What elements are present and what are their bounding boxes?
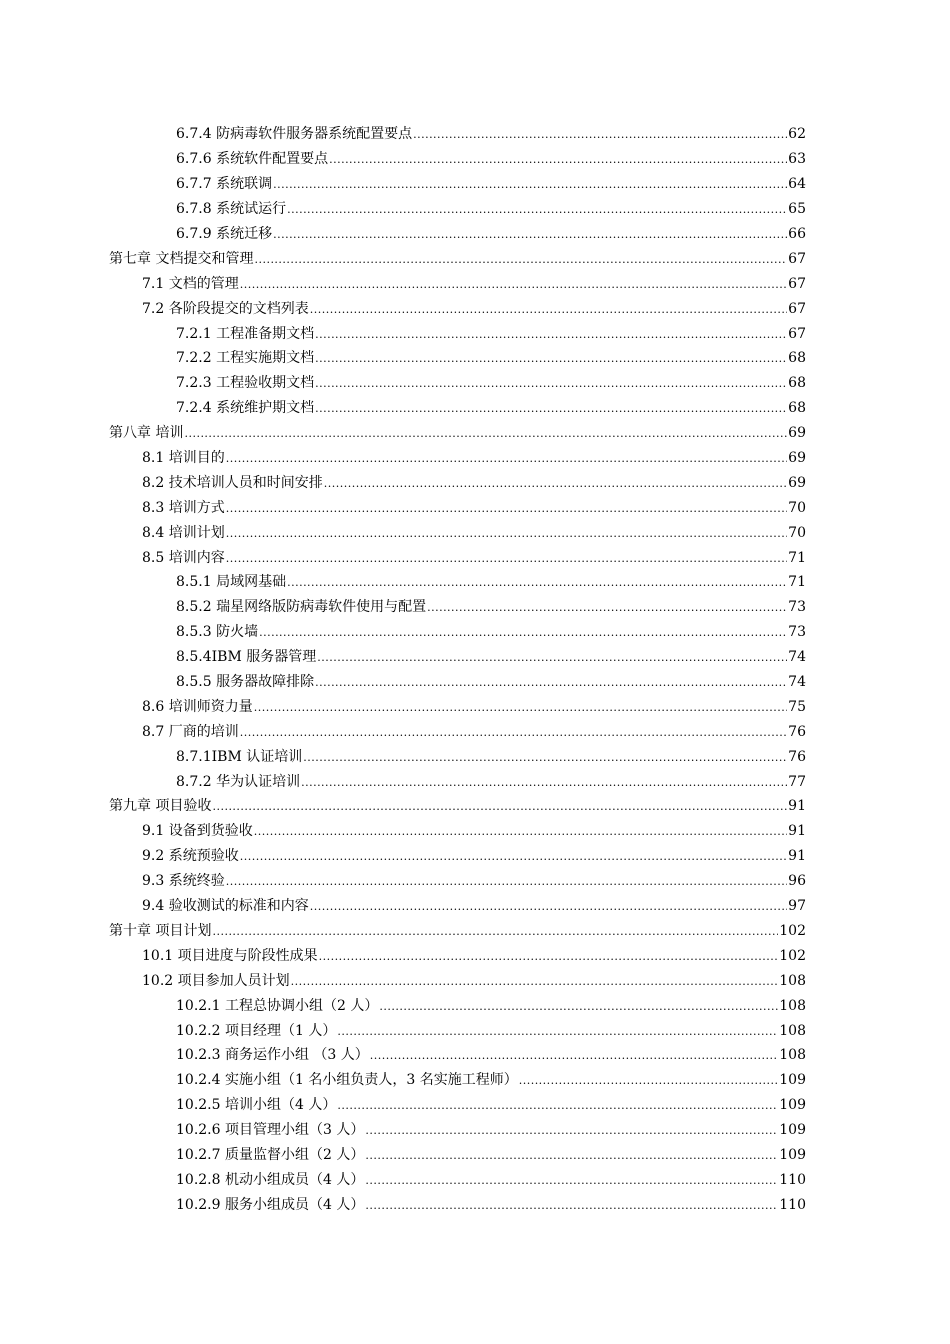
toc-entry-page-number: 108 (779, 1022, 806, 1039)
toc-entry-page-number: 102 (779, 947, 806, 964)
toc-dot-leader (240, 723, 787, 741)
toc-entry[interactable] (0, 595, 950, 620)
toc-entry-title: 10.2.3 商务运作小组 （3 人） (176, 1047, 369, 1064)
toc-entry-title: 7.2.2 工程实施期文档 (176, 350, 315, 367)
toc-entry[interactable] (0, 1093, 950, 1118)
toc-dot-leader (226, 549, 787, 567)
toc-entry[interactable] (0, 620, 950, 645)
toc-entry-title: 8.2 技术培训人员和时间安排 (142, 474, 323, 491)
table-of-contents (0, 122, 950, 1217)
toc-dot-leader (226, 524, 787, 542)
toc-dot-leader (365, 1121, 778, 1139)
toc-entry-page-number: 68 (788, 350, 806, 367)
toc-entry-title: 10.1 项目进度与阶段性成果 (142, 947, 318, 964)
toc-dot-leader (212, 797, 787, 815)
toc-entry-title: 第十章 项目计划 (109, 922, 212, 939)
toc-entry-page-number: 64 (788, 176, 806, 193)
toc-entry-title: 8.5 培训内容 (142, 549, 225, 566)
toc-entry-title: 7.2.3 工程验收期文档 (176, 375, 315, 392)
toc-dot-leader (337, 1022, 778, 1040)
toc-entry-title: 6.7.9 系统迁移 (176, 226, 273, 242)
toc-dot-leader (291, 972, 779, 990)
toc-entry-page-number: 109 (779, 1097, 806, 1114)
toc-entry[interactable] (0, 744, 950, 769)
toc-dot-leader (301, 773, 787, 791)
toc-entry[interactable] (0, 919, 950, 944)
toc-entry-title: 8.7.1IBM 认证培训 (176, 748, 303, 765)
toc-entry[interactable] (0, 172, 950, 197)
toc-dot-leader (324, 474, 787, 492)
toc-dot-leader (226, 449, 787, 467)
toc-dot-leader (365, 1171, 778, 1189)
toc-entry-title: 10.2.1 工程总协调小组（2 人） (176, 997, 379, 1014)
toc-dot-leader (287, 573, 787, 591)
toc-entry[interactable] (0, 943, 950, 968)
toc-entry-page-number: 108 (779, 1047, 806, 1064)
toc-entry-title: 8.5.4IBM 服务器管理 (176, 649, 317, 666)
toc-entry-page-number: 65 (788, 201, 806, 218)
toc-entry-page-number: 110 (779, 1171, 806, 1188)
toc-entry-title: 10.2 项目参加人员计划 (142, 972, 290, 989)
toc-dot-leader (287, 200, 787, 218)
toc-entry-page-number: 76 (788, 723, 806, 740)
toc-entry-page-number: 66 (788, 226, 806, 242)
toc-entry[interactable] (0, 869, 950, 894)
toc-dot-leader (226, 872, 787, 890)
toc-entry-page-number: 76 (788, 748, 806, 765)
toc-entry[interactable] (0, 396, 950, 421)
toc-entry[interactable] (0, 1192, 950, 1217)
toc-entry-page-number: 96 (788, 873, 806, 890)
toc-dot-leader (519, 1071, 779, 1089)
toc-entry-title: 10.2.4 实施小组（1 名小组负责人，3 名实施工程师） (176, 1072, 518, 1089)
toc-dot-leader (315, 399, 787, 417)
toc-entry-title: 第九章 项目验收 (109, 798, 212, 815)
toc-entry[interactable] (0, 1018, 950, 1043)
toc-entry[interactable] (0, 246, 950, 271)
toc-dot-leader (240, 275, 787, 293)
toc-entry[interactable] (0, 993, 950, 1018)
toc-dot-leader (427, 598, 787, 616)
toc-entry[interactable] (0, 694, 950, 719)
toc-entry[interactable] (0, 769, 950, 794)
toc-entry[interactable] (0, 371, 950, 396)
toc-dot-leader (254, 822, 787, 840)
toc-entry[interactable] (0, 545, 950, 570)
toc-entry[interactable] (0, 222, 950, 247)
toc-entry-page-number: 68 (788, 375, 806, 392)
toc-entry-title: 9.4 验收测试的标准和内容 (142, 898, 309, 915)
toc-entry-page-number: 70 (788, 524, 806, 541)
toc-entry-title: 6.7.7 系统联调 (176, 176, 273, 193)
toc-dot-leader (273, 225, 787, 243)
toc-entry-page-number: 67 (788, 300, 806, 317)
toc-entry[interactable] (0, 1143, 950, 1168)
toc-entry-page-number: 91 (788, 848, 806, 865)
toc-entry-page-number: 108 (779, 997, 806, 1014)
toc-entry-page-number: 91 (788, 823, 806, 840)
toc-dot-leader (315, 673, 787, 691)
toc-entry[interactable] (0, 296, 950, 321)
toc-entry-page-number: 73 (788, 624, 806, 641)
toc-entry[interactable] (0, 819, 950, 844)
toc-entry[interactable] (0, 570, 950, 595)
toc-entry[interactable] (0, 968, 950, 993)
toc-dot-leader (254, 250, 787, 268)
toc-entry-page-number: 67 (788, 250, 806, 267)
toc-entry-title: 7.2.4 系统维护期文档 (176, 400, 315, 417)
toc-entry-page-number: 74 (788, 649, 806, 666)
toc-entry-title: 8.6 培训师资力量 (142, 698, 253, 715)
toc-dot-leader (303, 748, 787, 766)
toc-entry[interactable] (0, 894, 950, 919)
toc-entry-page-number: 71 (788, 549, 806, 566)
toc-entry-title: 9.2 系统预验收 (142, 848, 239, 865)
toc-entry[interactable] (0, 719, 950, 744)
toc-entry[interactable] (0, 271, 950, 296)
toc-entry[interactable] (0, 470, 950, 495)
toc-entry-title: 10.2.9 服务小组成员（4 人） (176, 1196, 365, 1213)
toc-entry-page-number: 63 (788, 151, 806, 168)
toc-dot-leader (379, 997, 778, 1015)
toc-entry-title: 10.2.7 质量监督小组（2 人） (176, 1146, 365, 1163)
toc-dot-leader (365, 1146, 778, 1164)
toc-entry-page-number: 102 (779, 922, 806, 939)
toc-dot-leader (310, 300, 787, 318)
toc-entry[interactable] (0, 1068, 950, 1093)
toc-dot-leader (259, 623, 787, 641)
toc-dot-leader (315, 349, 787, 367)
toc-entry-page-number: 110 (779, 1196, 806, 1213)
toc-entry-title: 6.7.6 系统软件配置要点 (176, 151, 329, 168)
toc-entry-page-number: 69 (788, 474, 806, 491)
toc-entry-page-number: 70 (788, 499, 806, 516)
toc-dot-leader (413, 125, 787, 143)
toc-dot-leader (337, 1096, 778, 1114)
toc-entry-page-number: 67 (788, 275, 806, 292)
toc-dot-leader (365, 1196, 778, 1214)
toc-entry[interactable] (0, 346, 950, 371)
toc-dot-leader (319, 947, 779, 965)
toc-entry[interactable] (0, 495, 950, 520)
toc-entry-page-number: 69 (788, 450, 806, 467)
toc-entry-title: 7.2.1 工程准备期文档 (176, 325, 315, 342)
toc-entry-page-number: 77 (788, 773, 806, 790)
toc-entry-page-number: 91 (788, 798, 806, 815)
toc-entry-title: 10.2.6 项目管理小组（3 人） (176, 1122, 365, 1139)
toc-entry-title: 8.1 培训目的 (142, 450, 225, 467)
toc-dot-leader (273, 175, 787, 193)
toc-dot-leader (184, 424, 787, 442)
toc-entry-page-number: 71 (788, 574, 806, 591)
toc-entry[interactable] (0, 1043, 950, 1068)
toc-entry-page-number: 69 (788, 425, 806, 442)
toc-entry[interactable] (0, 645, 950, 670)
toc-entry-page-number: 73 (788, 599, 806, 616)
toc-entry[interactable] (0, 844, 950, 869)
toc-entry-title: 7.2 各阶段提交的文档列表 (142, 300, 309, 317)
toc-entry[interactable] (0, 670, 950, 695)
toc-entry[interactable] (0, 197, 950, 222)
toc-entry[interactable] (0, 1118, 950, 1143)
toc-entry-title: 6.7.8 系统试运行 (176, 201, 287, 218)
toc-entry-title: 10.2.2 项目经理（1 人） (176, 1022, 337, 1039)
toc-entry-title: 7.1 文档的管理 (142, 275, 239, 292)
toc-dot-leader (212, 922, 778, 940)
toc-dot-leader (254, 698, 787, 716)
toc-entry-title: 第七章 文档提交和管理 (109, 250, 254, 267)
toc-entry-title: 8.5.5 服务器故障排除 (176, 674, 315, 691)
toc-entry-title: 9.3 系统终验 (142, 873, 225, 890)
toc-dot-leader (310, 897, 787, 915)
toc-entry-page-number: 97 (788, 898, 806, 915)
toc-dot-leader (226, 499, 787, 517)
toc-entry-page-number: 62 (788, 126, 806, 143)
toc-entry-page-number: 68 (788, 400, 806, 417)
toc-entry-title: 8.7 厂商的培训 (142, 723, 239, 740)
toc-dot-leader (370, 1046, 778, 1064)
toc-entry[interactable] (0, 1167, 950, 1192)
toc-entry-title: 第八章 培训 (109, 425, 184, 442)
toc-entry-page-number: 75 (788, 698, 806, 715)
toc-entry-title: 8.5.1 局域网基础 (176, 574, 287, 591)
toc-dot-leader (315, 374, 787, 392)
toc-entry-title: 10.2.8 机动小组成员（4 人） (176, 1171, 365, 1188)
toc-entry[interactable] (0, 147, 950, 172)
toc-entry-page-number: 108 (779, 972, 806, 989)
toc-entry[interactable] (0, 122, 950, 147)
toc-entry[interactable] (0, 520, 950, 545)
toc-entry[interactable] (0, 446, 950, 471)
toc-entry-page-number: 67 (788, 325, 806, 342)
toc-entry-page-number: 74 (788, 674, 806, 691)
toc-entry-title: 8.5.2 瑞星网络版防病毒软件使用与配置 (176, 599, 427, 616)
toc-entry-page-number: 109 (779, 1122, 806, 1139)
toc-dot-leader (329, 150, 787, 168)
toc-entry-page-number: 109 (779, 1072, 806, 1089)
toc-entry-page-number: 109 (779, 1146, 806, 1163)
toc-entry-title: 8.3 培训方式 (142, 499, 225, 516)
toc-entry[interactable] (0, 321, 950, 346)
toc-entry-title: 6.7.4 防病毒软件服务器系统配置要点 (176, 126, 413, 143)
toc-dot-leader (315, 325, 787, 343)
toc-entry-title: 8.5.3 防火墙 (176, 624, 259, 641)
toc-dot-leader (317, 648, 787, 666)
toc-entry-title: 9.1 设备到货验收 (142, 823, 253, 840)
toc-entry[interactable] (0, 421, 950, 446)
toc-dot-leader (240, 847, 787, 865)
toc-entry-title: 10.2.5 培训小组（4 人） (176, 1097, 337, 1114)
toc-entry[interactable] (0, 794, 950, 819)
toc-entry-title: 8.7.2 华为认证培训 (176, 773, 301, 790)
toc-entry-title: 8.4 培训计划 (142, 524, 225, 541)
